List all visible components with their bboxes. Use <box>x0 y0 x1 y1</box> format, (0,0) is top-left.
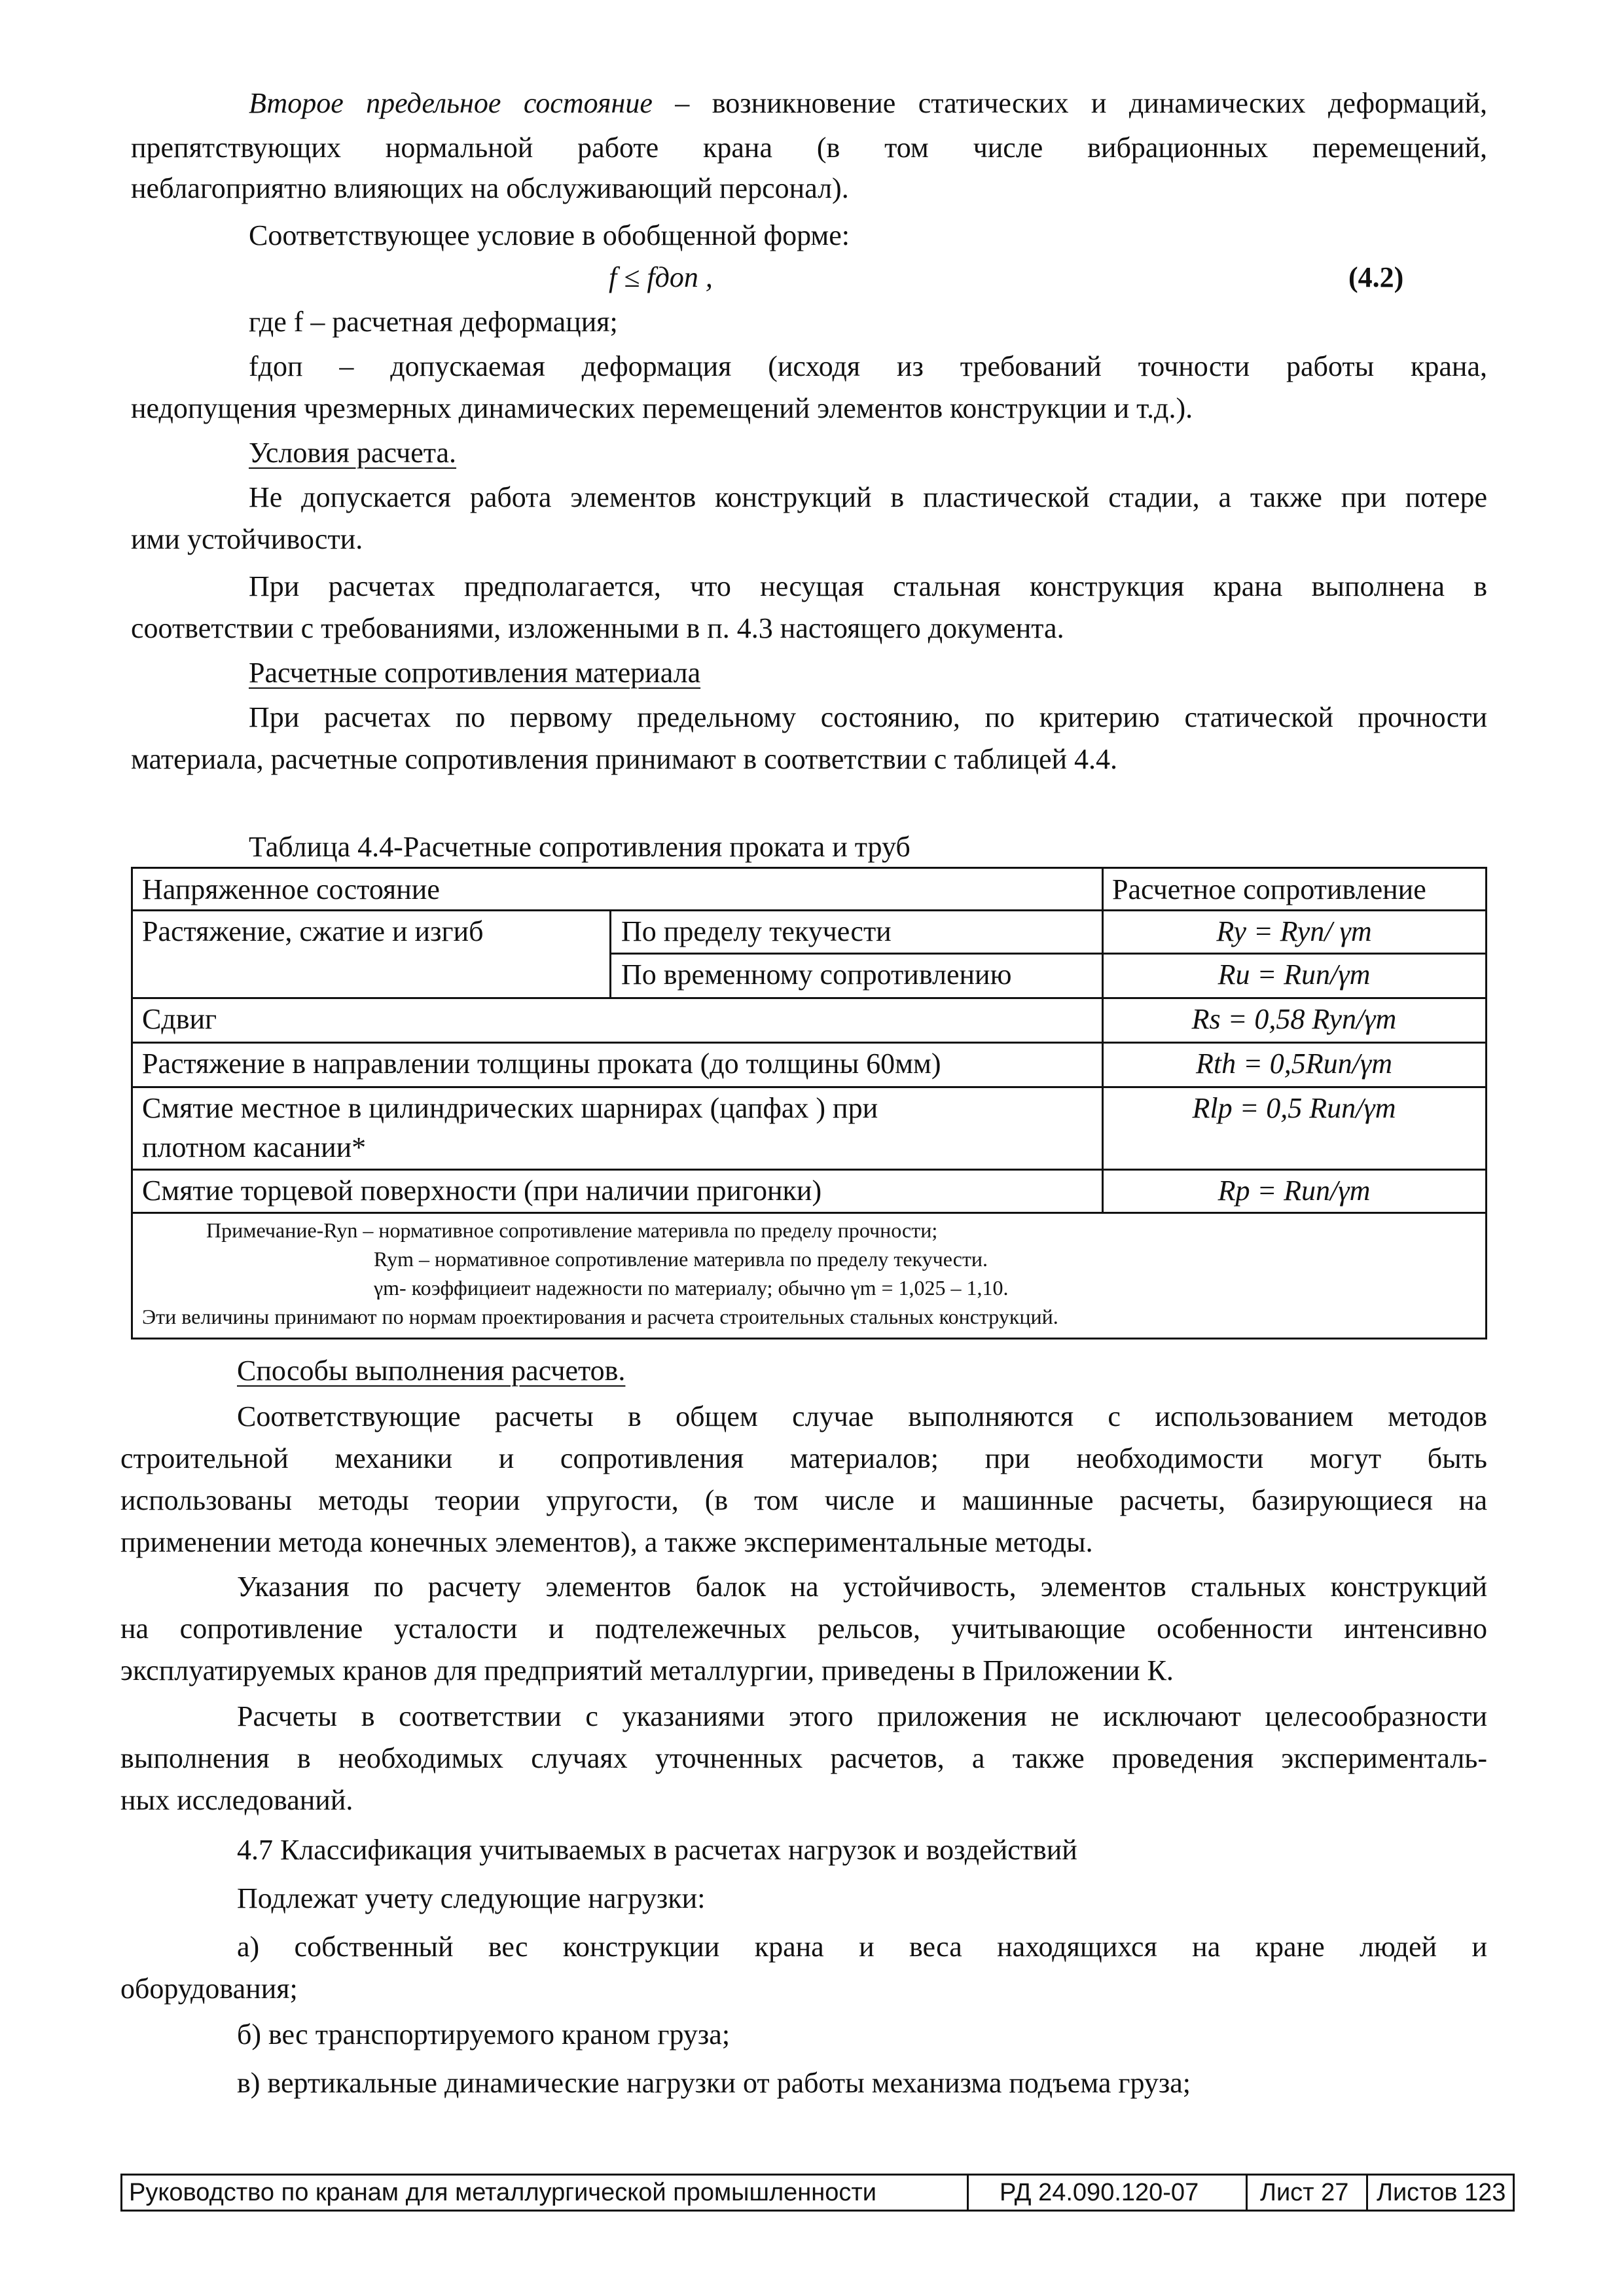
section-4-7-heading: 4.7 Классификация учитываемых в расчетах нагрузок и воздействий <box>237 1834 1077 1866</box>
assume-line1: При расчетах предполагается, что несущая стальная конструкция крана выполнена в <box>249 570 1487 602</box>
plastic-line1: Не допускается работа элементов конструкций в пластической стадии, а также при потере <box>249 481 1487 513</box>
methods-line3: использованы методы теории упругости, (в том числе и машинные расчеты, базирующиеся на <box>120 1484 1487 1516</box>
table-row-formula: Ru = Run/γm <box>1218 958 1371 991</box>
load-b: б) вес транспортируемого краном груза; <box>237 2018 731 2050</box>
fdop-line1: fдоп – допускаемая деформация (исходя из требований точности работы крана, <box>249 350 1487 382</box>
footer-code: РД 24.090.120-07 <box>1000 2179 1199 2206</box>
table-row-formula: Rlp = 0,5 Run/γm <box>1192 1092 1396 1124</box>
para-limit-state-line3: неблагоприятно влияющих на обслуживающий персонал). <box>131 172 849 204</box>
footer-stamp <box>120 2174 1515 2212</box>
appendix-line1: Расчеты в соответствии с указаниями этого приложения не исключают целесообразности <box>237 1700 1487 1732</box>
table-row-state-cont: плотном касании* <box>142 1131 367 1163</box>
table-row-formula: Rs = 0,58 Ryn/γm <box>1191 1003 1397 1035</box>
appendix-line3: ных исследований. <box>120 1784 353 1816</box>
methods-line4: применении метода конечных элементов), а также экспериментальные методы. <box>120 1526 1093 1558</box>
plastic-line2: ими устойчивости. <box>131 523 363 555</box>
methods-line1: Соответствующие расчеты в общем случае выполняются с использованием методов <box>237 1400 1487 1432</box>
load-c: в) вертикальные динамические нагрузки от работы механизма подъема груза; <box>237 2067 1191 2099</box>
assume-line2: соответствии с требованиями, изложенными в п. 4.3 настоящего документа. <box>131 612 1064 644</box>
table-note: Rym – нормативное сопротивление материвла по пределу текучести. <box>374 1247 988 1271</box>
where-f: где f – расчетная деформация; <box>249 306 618 338</box>
first-limit-line2: материала, расчетные сопротивления принимают в соответствии с таблицей 4.4. <box>131 743 1118 775</box>
formula-number: (4.2) <box>1348 261 1404 293</box>
heading-methods: Способы выполнения расчетов. <box>237 1355 626 1387</box>
condition-intro: Соответствующее условие в обобщенной форме: <box>249 219 850 251</box>
table-row-state: Растяжение, сжатие и изгиб <box>142 915 484 947</box>
load-a-line2: оборудования; <box>120 1973 298 2005</box>
resistance-table <box>131 867 1487 1339</box>
table-note: Эти величины принимают по нормам проектирования и расчета строительных стальных конструкций. <box>142 1305 1058 1328</box>
table-caption: Таблица 4.4-Расчетные сопротивления проката и труб <box>249 831 911 863</box>
limit-state-term: Второе предельное состояние <box>249 87 653 119</box>
table-row-sub: По пределу текучести <box>621 915 892 947</box>
table-row-formula: Rth = 0,5Run/γm <box>1195 1048 1392 1080</box>
table-row-state: Смятие торцевой поверхности (при наличии пригонки) <box>142 1175 822 1207</box>
table-row-state: Смятие местное в цилиндрических шарнирах (цапфах ) при <box>142 1092 878 1124</box>
heading-calc-conditions: Условия расчета. <box>249 437 457 469</box>
appendix-line2: выполнения в необходимых случаях уточненных расчетов, а также проведения эксперименталь- <box>120 1742 1487 1774</box>
loads-intro: Подлежат учету следующие нагрузки: <box>237 1882 706 1914</box>
table-row-state: Сдвиг <box>142 1003 217 1035</box>
table-row-sub: По временному сопротивлению <box>621 958 1012 991</box>
header-design-resistance: Расчетное сопротивление <box>1112 873 1426 905</box>
para-limit-state-line2: препятствующих нормальной работе крана (в том числе вибрационных перемещений, <box>131 132 1487 164</box>
table-row-state: Растяжение в направлении толщины проката (до толщины 60мм) <box>142 1048 941 1080</box>
stability-line2: на сопротивление усталости и подтележечных рельсов, учитывающие особенности интенсивно <box>120 1613 1487 1645</box>
footer-sheet: Лист 27 <box>1260 2179 1349 2206</box>
table-row-formula: Rp = Run/γm <box>1218 1175 1371 1207</box>
footer-sheets-total: Листов 123 <box>1377 2179 1506 2206</box>
formula-4-2: f ≤ fдоп , <box>609 261 713 293</box>
load-a-line1: а) собственный вес конструкции крана и веса находящихся на кране людей и <box>237 1931 1487 1963</box>
table-note: γm- коэффициеит надежности по материалу; обычно γm = 1,025 – 1,10. <box>374 1276 1009 1300</box>
stability-line3: эксплуатируемых кранов для предприятий металлургии, приведены в Приложении К. <box>120 1654 1174 1686</box>
stability-line1: Указания по расчету элементов балок на устойчивость, элементов стальных конструкций <box>237 1571 1487 1603</box>
para-limit-state-line1: Второе предельное состояние – возникновение статических и динамических деформаций, <box>249 87 1487 119</box>
footer-title: Руководство по кранам для металлургической промышленности <box>129 2179 877 2206</box>
first-limit-line1: При расчетах по первому предельному состоянию, по критерию статической прочности <box>249 701 1487 733</box>
table-note: Примечание-Ryn – нормативное сопротивление материвла по пределу прочности; <box>206 1218 938 1242</box>
header-stress-state: Напряженное состояние <box>142 873 440 905</box>
heading-resistance: Расчетные сопротивления материала <box>249 657 701 689</box>
table-row-formula: Ry = Ryn/ γm <box>1216 915 1372 947</box>
methods-line2: строительной механики и сопротивления материалов; при необходимости могут быть <box>120 1442 1487 1474</box>
fdop-line2: недопущения чрезмерных динамических перемещений элементов конструкции и т.д.). <box>131 392 1193 424</box>
